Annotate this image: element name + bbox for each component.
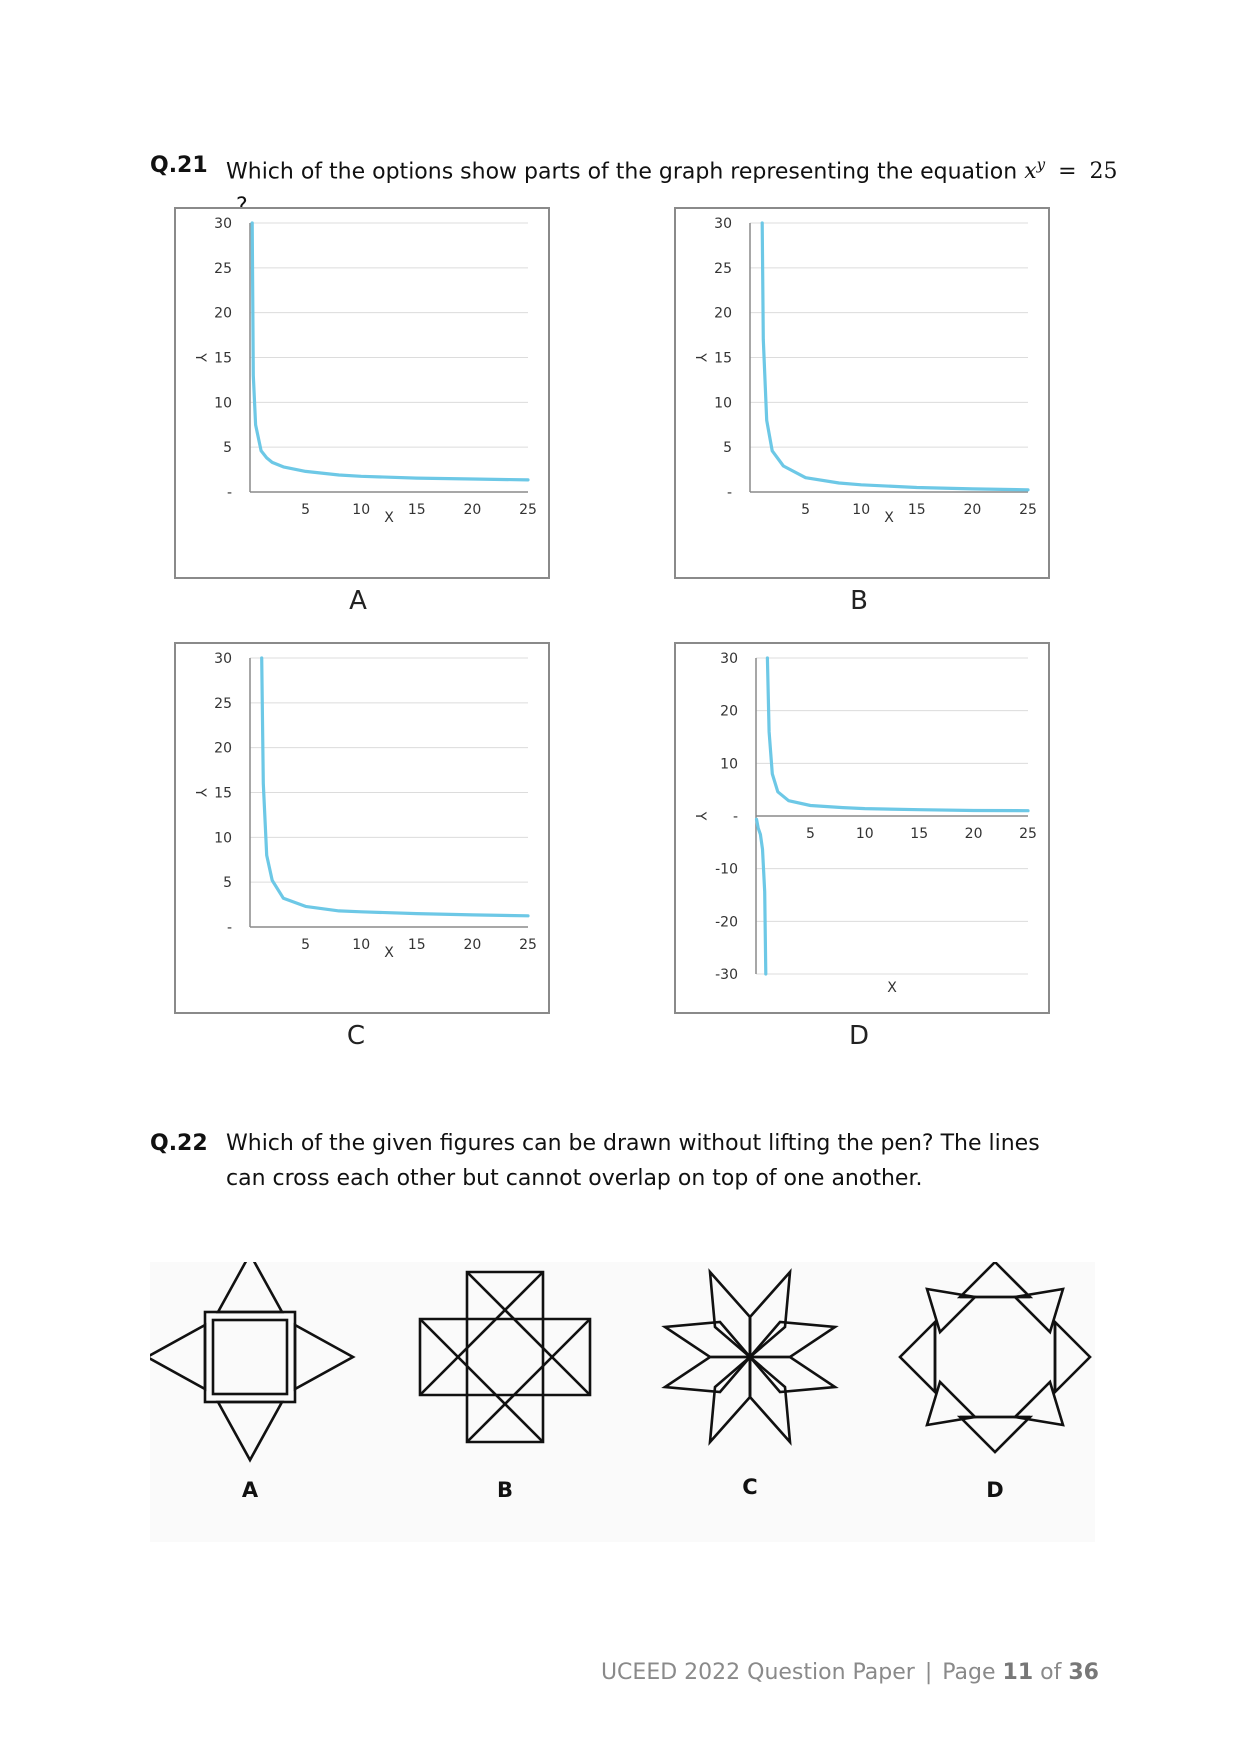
figure-label-a: A <box>241 1478 259 1502</box>
x-axis-label: X <box>384 510 394 526</box>
y-tick-label: 25 <box>214 260 232 277</box>
y-tick-label: 15 <box>714 350 732 367</box>
y-tick-label: 20 <box>720 703 738 720</box>
y-tick-label: 10 <box>720 756 738 773</box>
figure-d <box>900 1262 1090 1452</box>
option-label-a: A <box>349 586 367 616</box>
y-axis-label: Y <box>692 811 708 821</box>
x-axis-label: X <box>384 945 394 961</box>
figure-label-d: D <box>986 1478 1004 1502</box>
series-line <box>757 819 766 974</box>
figure-b <box>420 1272 590 1442</box>
equation-exponent: y <box>1036 156 1046 174</box>
footer-of-word: of <box>1040 1660 1062 1685</box>
y-tick-label: -10 <box>715 861 738 878</box>
figure-label-b: B <box>496 1478 513 1502</box>
y-tick-label: 20 <box>214 305 232 322</box>
chart-option-b <box>674 207 1050 579</box>
y-tick-label: 30 <box>720 651 738 667</box>
footer-page-total: 36 <box>1068 1660 1099 1685</box>
x-tick-label: 20 <box>463 502 482 518</box>
footer-page-word: Page <box>942 1660 996 1685</box>
y-axis-label: Y <box>692 353 708 362</box>
equation <box>1024 156 1118 185</box>
equation-rhs: 25 <box>1089 159 1118 185</box>
x-tick-label: 25 <box>519 937 537 953</box>
x-axis-label: X <box>887 980 897 996</box>
y-tick-label: 20 <box>214 740 232 757</box>
question-number: Q.21 <box>150 153 208 178</box>
y-tick-label: 25 <box>714 260 732 277</box>
chart-svg-d <box>676 644 1048 1012</box>
x-tick-label: 25 <box>1019 826 1037 842</box>
footer-page-number: 11 <box>1002 1660 1034 1685</box>
x-tick-label: 10 <box>352 937 371 953</box>
x-tick-label: 15 <box>907 502 926 518</box>
y-axis-label: Y <box>192 353 208 362</box>
question-21-text: Which of the options show parts of the graph representing the equation <box>226 159 1018 185</box>
x-tick-label: 15 <box>910 826 929 842</box>
x-tick-label: 20 <box>964 826 983 842</box>
x-tick-label: 20 <box>963 502 982 518</box>
x-axis-label: X <box>884 510 894 526</box>
series-line <box>252 223 528 480</box>
question-text: Which of the given figures can be drawn without lifting the pen? The lines can cross each other but cannot overlap on top of one another. <box>226 1131 1040 1191</box>
figure-label-c: C <box>742 1475 758 1499</box>
figures-svg <box>150 1262 1095 1542</box>
x-tick-label: 10 <box>852 502 871 518</box>
equation-equals: = <box>1058 159 1077 185</box>
footer-title: UCEED 2022 Question Paper <box>600 1660 915 1685</box>
x-tick-label: 5 <box>301 502 311 518</box>
y-tick-label: 15 <box>214 350 232 367</box>
y-tick-label: -30 <box>715 967 738 983</box>
y-tick-label: - <box>226 920 232 936</box>
page-footer <box>601 1660 1099 1685</box>
chart-option-d <box>674 642 1050 1014</box>
x-tick-label: 5 <box>301 937 311 953</box>
chart-svg-b <box>676 209 1048 577</box>
x-tick-label: 15 <box>407 502 426 518</box>
series-line <box>767 658 1028 811</box>
equation-base: x <box>1024 159 1037 185</box>
option-label-c: C <box>346 1021 366 1051</box>
y-tick-label: 10 <box>214 395 232 412</box>
x-tick-label: 5 <box>801 502 811 518</box>
figure-a <box>150 1262 353 1460</box>
figures-panel <box>150 1262 1095 1542</box>
y-tick-label: - <box>732 809 738 825</box>
question-number: Q.22 <box>150 1131 208 1156</box>
y-tick-label: 20 <box>714 305 732 322</box>
y-tick-label: 30 <box>714 216 732 232</box>
chart-option-a <box>174 207 550 579</box>
y-tick-label: 5 <box>223 875 232 892</box>
x-tick-label: 5 <box>805 826 815 842</box>
y-tick-label: 10 <box>214 830 232 847</box>
series-line <box>262 658 528 916</box>
x-tick-label: 15 <box>407 937 426 953</box>
y-tick-label: 25 <box>214 695 232 712</box>
chart-svg-c <box>176 644 548 1012</box>
y-tick-label: -20 <box>715 914 738 931</box>
chart-svg-a <box>176 209 548 577</box>
y-tick-label: 30 <box>214 216 232 232</box>
series-line <box>762 223 1028 490</box>
y-tick-label: 30 <box>214 651 232 667</box>
x-tick-label: 10 <box>352 502 371 518</box>
y-tick-label: - <box>226 485 232 501</box>
option-label-d: D <box>848 1021 870 1051</box>
x-tick-label: 25 <box>1019 502 1037 518</box>
y-tick-label: - <box>726 485 732 501</box>
y-tick-label: 5 <box>223 440 232 457</box>
option-label-b: B <box>850 586 868 616</box>
y-tick-label: 10 <box>714 395 732 412</box>
y-axis-label: Y <box>192 788 208 797</box>
x-tick-label: 25 <box>519 502 537 518</box>
figure-c <box>665 1272 835 1442</box>
y-tick-label: 15 <box>214 785 232 802</box>
footer-separator: | <box>924 1660 933 1685</box>
x-tick-label: 10 <box>855 826 874 842</box>
chart-option-c <box>174 642 550 1014</box>
x-tick-label: 20 <box>463 937 482 953</box>
y-tick-label: 5 <box>723 440 732 457</box>
